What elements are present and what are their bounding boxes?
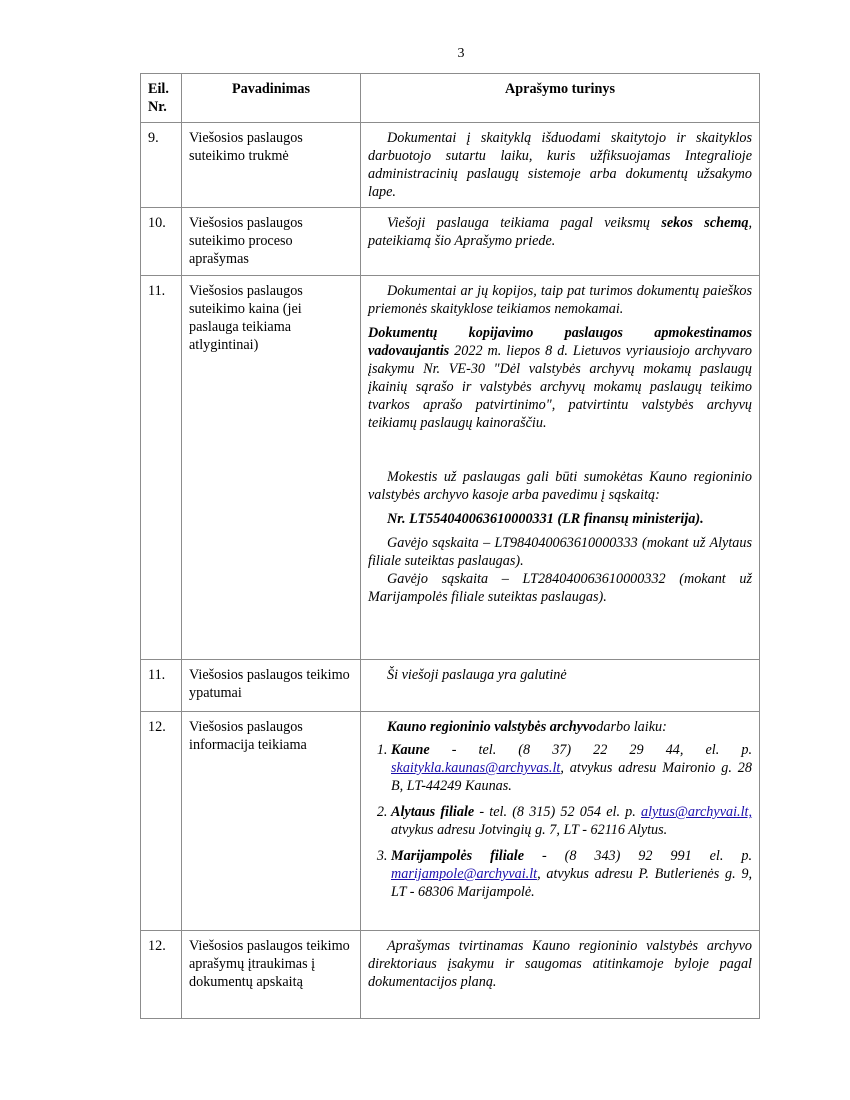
table-row [141, 276, 760, 660]
row-description [361, 208, 760, 276]
description-paragraph: Ši viešoji paslauga yra galutinė [387, 667, 567, 683]
row-description [361, 660, 760, 712]
row-number: 12. [141, 712, 182, 931]
row-name: Viešosios paslaugos suteikimo kaina (jei paslauga teikiama atlygintinai) [182, 276, 361, 660]
email-link[interactable]: alytus@archyvai.lt, [640, 804, 753, 820]
text-span: , atvykus adresu P. Butlerienės g. 9, LT - 68306 Marijampolė. [391, 866, 752, 900]
description-paragraph: Aprašymas tvirtinamas Kauno regioninio valstybės archyvo direktoriaus įsakymu ir saugomas atitinkamoje byloje pagal dokumentacijos planą. [368, 938, 752, 990]
text-span: - (8 343) 92 991 el. p. [524, 848, 752, 864]
row-description [361, 712, 760, 931]
table-row [141, 931, 760, 1019]
header-number: Eil. Nr. [141, 74, 182, 123]
table-row [141, 712, 760, 931]
row-description [361, 276, 760, 660]
row-name: Viešosios paslaugos suteikimo trukmė [182, 123, 361, 208]
table-row [141, 123, 760, 208]
header-description: Aprašymo turinys [361, 74, 760, 123]
description-paragraph [368, 324, 752, 432]
text-span: 2022 m. liepos 8 d. Lietuvos vyriausiojo archyvaro įsakymu Nr. VE-30 "Dėl valstybės archyvų mokamų paslaugų įkainių sąrašo ir valstybės archyvų mokamų paslaugų teikimo tvarkos aprašo patvirtinimo", patvirtintu valstybės archyvų teikiamų paslaugų kainoraščiu. [368, 343, 752, 431]
row-name: Viešosios paslaugos teikimo aprašymų įtraukimas į dokumentų apskaitą [182, 931, 361, 1019]
text-span: , atvykus adresu Maironio g. 28 B, LT-44249 Kaunas. [391, 760, 752, 794]
row-name: Viešosios paslaugos suteikimo proceso aprašymas [182, 208, 361, 276]
bold-text: Kauno regioninio valstybės archyvo [387, 719, 597, 735]
bold-text: Nr. LT554040063610000331 (LR finansų ministerija). [387, 511, 704, 527]
branch-name: Kaune [391, 742, 430, 758]
description-paragraph [368, 718, 752, 736]
table-row [141, 208, 760, 276]
description-paragraph: Mokestis už paslaugas gali būti sumokėtas Kauno regioninio valstybės archyvo kasoje arba pavedimu į sąskaitą: [368, 469, 752, 503]
description-paragraph: Dokumentai į skaityklą išduodami skaitytojo ir skaityklos darbuotojo sutartu laiku, kuris užfiksuojamas Integralioje administracinių paslaugų sistemoje arba dokumentų užsakymo lape. [368, 130, 752, 200]
header-name: Pavadinimas [182, 74, 361, 123]
text-span: darbo laiku: [596, 719, 667, 735]
row-number: 10. [141, 208, 182, 276]
contact-list [368, 741, 752, 901]
table-row [141, 660, 760, 712]
email-link[interactable]: skaitykla.kaunas@archyvas.lt [391, 760, 561, 776]
list-item [391, 847, 752, 901]
description-paragraph: Gavėjo sąskaita – LT984040063610000333 (mokant už Alytaus filiale suteiktas paslaugas). [368, 535, 752, 569]
description-paragraph: Dokumentai ar jų kopijos, taip pat turimos dokumentų paieškos priemonės skaityklose teikiamos nemokamai. [368, 283, 752, 317]
text-span: - tel. (8 37) 22 29 44, el. p. [429, 742, 752, 758]
page-number: 3 [457, 46, 465, 61]
list-item [391, 741, 752, 795]
row-number: 12. [141, 931, 182, 1019]
text-span: atvykus adresu Jotvingių g. 7, LT - 62116 Alytus. [391, 822, 668, 838]
row-number: 9. [141, 123, 182, 208]
list-item [391, 803, 752, 839]
branch-name: Marijampolės filiale [391, 848, 525, 864]
bold-text: Dokumentų kopijavimo paslaugos apmokestinamos vadovaujantis [368, 325, 752, 359]
service-description-table [140, 73, 760, 1019]
description-paragraph [368, 214, 752, 250]
text-span: - tel. (8 315) 52 054 el. p. [474, 804, 641, 820]
text-span: , pateikiamą šio Aprašymo priede. [368, 215, 752, 249]
row-name: Viešosios paslaugos teikimo ypatumai [182, 660, 361, 712]
row-description [361, 123, 760, 208]
description-paragraph: Gavėjo sąskaita – LT284040063610000332 (mokant už Marijampolės filiale suteiktas paslaugas). [368, 571, 752, 605]
row-name: Viešosios paslaugos informacija teikiama [182, 712, 361, 931]
table-header-row [141, 74, 760, 123]
sequence-scheme-link: sekos schemą [661, 215, 749, 231]
email-link[interactable]: marijampole@archyvai.lt [391, 866, 538, 882]
branch-name: Alytaus filiale [391, 804, 475, 820]
account-number [368, 510, 752, 528]
row-description [361, 931, 760, 1019]
row-number: 11. [141, 276, 182, 660]
text-span: Viešoji paslauga teikiama pagal veiksmų [387, 215, 662, 231]
row-number: 11. [141, 660, 182, 712]
